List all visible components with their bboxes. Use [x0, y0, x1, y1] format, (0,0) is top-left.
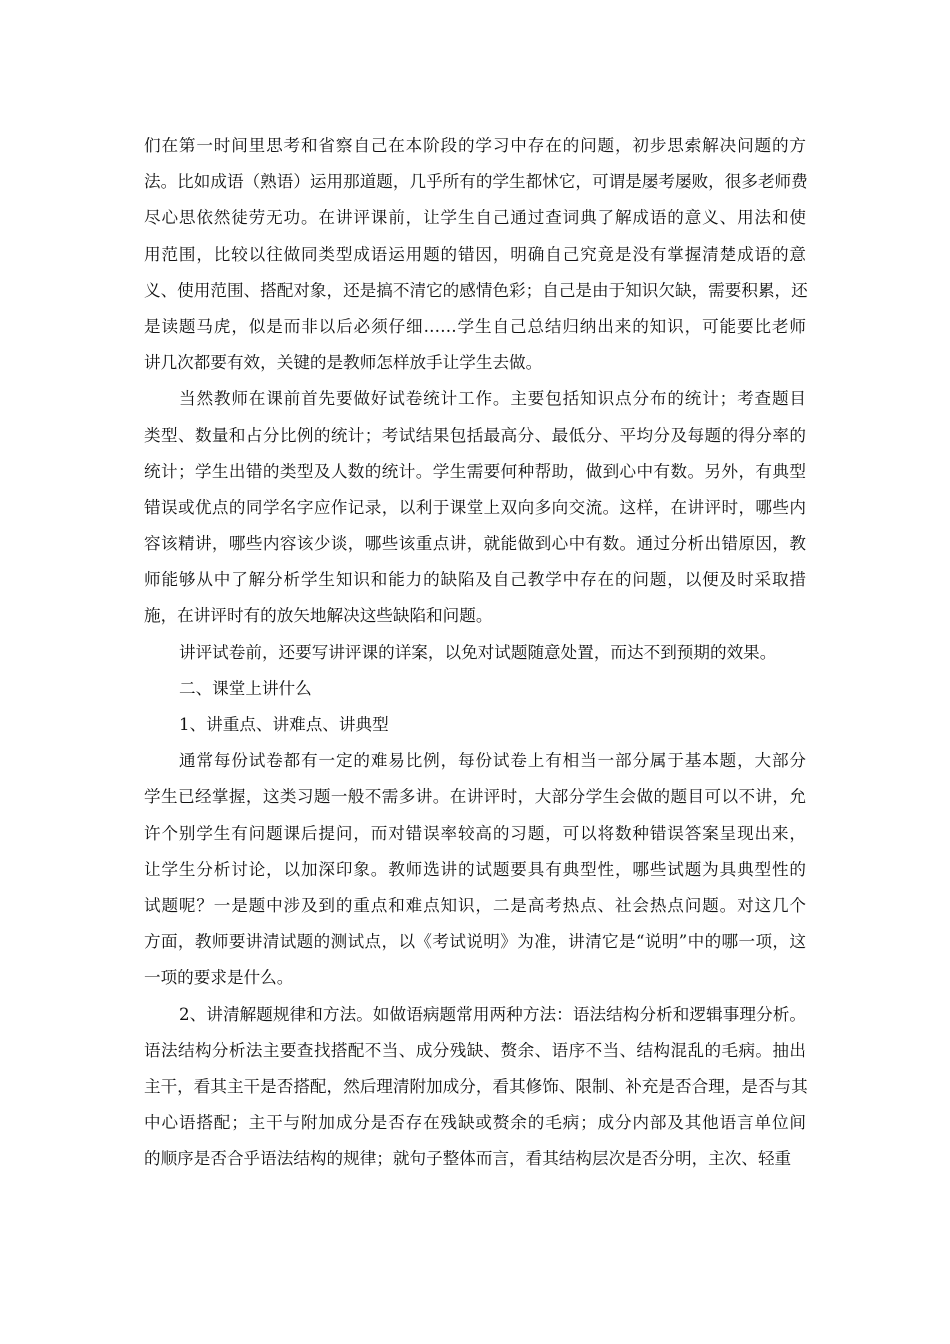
text-line: 主干，看其主干是否搭配，然后理清附加成分，看其修饰、限制、补充是否合理，是否与其: [144, 1076, 808, 1096]
text-line: 中心语搭配；主干与附加成分是否存在残缺或赘余的毛病；成分内部及其他语言单位间: [144, 1113, 806, 1133]
text-line: 用范围，比较以往做同类型成语运用题的错因，明确自己究竟是没有掌握清楚成语的意: [144, 244, 806, 264]
text-line: 错误或优点的同学名字应作记录，以利于课堂上双向多向交流。这样，在讲评时，哪些内: [144, 497, 806, 517]
paragraph: [144, 635, 806, 671]
section-heading: [144, 707, 806, 743]
text-line: 当然教师在课前首先要做好试卷统计工作。主要包括知识点分布的统计；考查题目: [179, 389, 806, 409]
text-line: 是读题马虎，似是而非以后必须仔细……学生自己总结归纳出来的知识，可能要比老师: [144, 316, 806, 336]
text-line: 师能够从中了解分析学生知识和能力的缺陷及自己教学中存在的问题，以便及时采取措: [144, 570, 806, 590]
text-line: 的顺序是否合乎语法结构的规律；就句子整体而言，看其结构层次是否分明，主次、轻重: [144, 1149, 792, 1169]
paragraph: [144, 997, 806, 1178]
text-line: 尽心思依然徒劳无功。在讲评课前，让学生自己通过查词典了解成语的意义、用法和使: [144, 208, 806, 228]
section-heading: [144, 671, 806, 707]
text-line: 方面，教师要讲清试题的测试点，以《考试说明》为准，讲清它是“说明”中的哪一项，这: [144, 932, 806, 952]
paragraph: [144, 381, 806, 634]
text-line: 类型、数量和占分比例的统计；考试结果包括最高分、最低分、平均分及每题的得分率的: [144, 425, 806, 445]
text-line: 学生已经掌握，这类习题一般不需多讲。在讲评时，大部分学生会做的题目可以不讲，允: [144, 787, 806, 807]
text-line: 统计；学生出错的类型及人数的统计。学生需要何种帮助，做到心中有数。另外，有典型: [144, 461, 806, 481]
text-line: 容该精讲，哪些内容该少谈，哪些该重点讲，就能做到心中有数。通过分析出错原因，教: [144, 534, 806, 554]
text-line: 二、课堂上讲什么: [179, 678, 312, 698]
text-line: 义、使用范围、搭配对象，还是搞不清它的感情色彩；自己是由于知识欠缺，需要积累，还: [144, 280, 808, 300]
text-line: 法。比如成语（熟语）运用那道题，几乎所有的学生都怵它，可谓是屡考屡败，很多老师费: [144, 172, 808, 192]
text-line: 施，在讲评时有的放矢地解决这些缺陷和问题。: [144, 606, 493, 626]
text-line: 讲几次都要有效，关键的是教师怎样放手让学生去做。: [144, 353, 543, 373]
text-line: 许个别学生有问题课后提问，而对错误率较高的习题，可以将数种错误答案呈现出来，: [144, 823, 806, 843]
paragraph: [144, 128, 806, 381]
text-line: 们在第一时间里思考和省察自己在本阶段的学习中存在的问题，初步思索解决问题的方: [144, 136, 806, 155]
text-line: 一项的要求是什么。: [144, 968, 294, 988]
text-line: 1、讲重点、讲难点、讲典型: [179, 715, 389, 734]
text-line: 通常每份试卷都有一定的难易比例，每份试卷上有相当一部分属于基本题，大部分: [179, 751, 806, 771]
text-line: 试题呢？一是题中涉及到的重点和难点知识，二是高考热点、社会热点问题。对这几个: [144, 895, 806, 915]
text-line: 讲评试卷前，还要写讲评课的详案，以免对试题随意处置，而达不到预期的效果。: [179, 642, 777, 662]
text-line: 让学生分析讨论，以加深印象。教师选讲的试题要具有典型性，哪些试题为具典型性的: [144, 859, 806, 879]
text-line: 2、讲清解题规律和方法。如做语病题常用两种方法：语法结构分析和逻辑事理分析。: [179, 1004, 806, 1024]
text-line: 语法结构分析法主要查找搭配不当、成分残缺、赘余、语序不当、结构混乱的毛病。抽出: [144, 1040, 806, 1060]
document-body: [144, 128, 806, 1177]
paragraph: [144, 743, 806, 996]
